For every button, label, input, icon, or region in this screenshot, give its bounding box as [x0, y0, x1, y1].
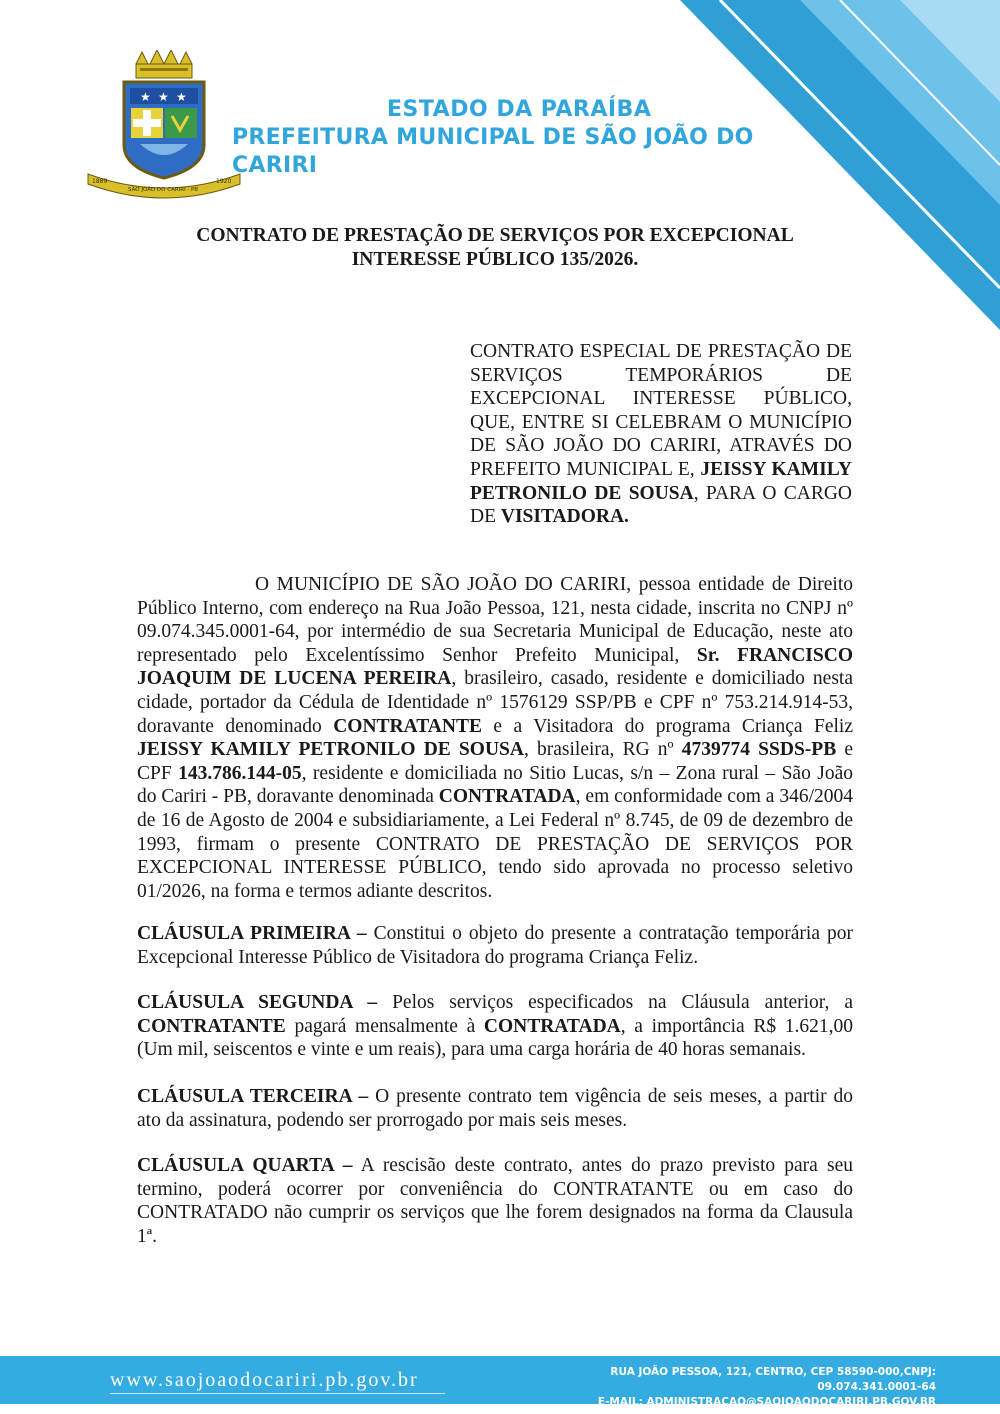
- shield-icon: [124, 82, 204, 178]
- footer-website-link[interactable]: www.saojoaodocariri.pb.gov.br: [110, 1369, 419, 1391]
- contractor-cpf: 143.786.144-05: [178, 762, 302, 784]
- summary-text-2: , PARA O CARGO DE: [470, 482, 852, 528]
- clause-heading: CLÁUSULA TERCEIRA –: [137, 1086, 369, 1107]
- letterhead-state: ESTADO DA PARAÍBA: [387, 97, 652, 122]
- footer-bar: [0, 1356, 1000, 1408]
- svg-text:★: ★: [140, 90, 151, 104]
- svg-text:1920: 1920: [216, 178, 232, 185]
- contract-summary: [470, 340, 852, 529]
- footer-address-line: RUA JOÃO PESSOA, 121, CENTRO, CEP 58590-000,CNPJ: 09.074.341.0001-64: [610, 1366, 936, 1393]
- svg-text:1889: 1889: [92, 178, 108, 185]
- summary-contractor-name: JEISSY KAMILY PETRONILO DE SOUSA: [470, 458, 853, 504]
- contractor-rg: 4739774 SSDS-PB: [681, 739, 837, 761]
- svg-text:★: ★: [176, 90, 187, 104]
- clause-heading: CLÁUSULA SEGUNDA –: [137, 992, 378, 1013]
- municipal-crest-icon: [84, 50, 244, 200]
- footer-divider: [110, 1393, 445, 1394]
- contract-title-line1: CONTRATO DE PRESTAÇÃO DE SERVIÇOS POR EXCEPCIONAL: [196, 225, 794, 246]
- clause-fourth: CLÁUSULA QUARTA – A rescisão deste contrato, antes do prazo previsto para seu termino, poderá ocorrer por conveniência do CONTRATANTE ou em caso do CONTRATADO não cumprir os serviços que lhe forem designados na forma da Clausula 1ª.: [137, 1155, 853, 1247]
- summary-role: VISITADORA.: [500, 506, 629, 528]
- crown-icon: [136, 50, 192, 78]
- clause-first: CLÁUSULA PRIMEIRA – Constitui o objeto do presente a contratação temporária por Excepcional Interesse Público de Visitadora do programa Criança Feliz.: [137, 923, 853, 968]
- footer-address: [506, 1365, 936, 1410]
- footer-email-line: E-MAIL: ADMINISTRACAO@SAOJOAODOCARIRI.PB.GOV.BR: [597, 1396, 936, 1408]
- clause-heading: CLÁUSULA PRIMEIRA –: [137, 923, 367, 944]
- clause-heading: CLÁUSULA QUARTA –: [137, 1155, 353, 1176]
- clause-third: CLÁUSULA TERCEIRA – O presente contrato tem vigência de seis meses, a partir do ato da assinatura, podendo ser prorrogado por mais seis meses.: [137, 1086, 854, 1131]
- svg-text:SÃO JOÃO DO CARIRI · PB: SÃO JOÃO DO CARIRI · PB: [128, 187, 199, 193]
- summary-text: CONTRATO ESPECIAL DE PRESTAÇÃO DE SERVIÇOS TEMPORÁRIOS DE EXCEPCIONAL INTERESSE PÚBLICO, QUE, ENTRE SI CELEBRAM O MUNICÍPIO DE SÃO JOÃO DO CARIRI, ATRAVÉS DO PREFEITO MUNICIPAL E,: [470, 341, 852, 480]
- clause-second: CLÁUSULA SEGUNDA – Pelos serviços especificados na Cláusula anterior, a CONTRATANTE pagará mensalmente à CONTRATADA, a importância R$ 1.621,00 (Um mil, seiscentos e vinte e um reais), para uma carga horária de 40 horas semanais.: [137, 992, 853, 1061]
- svg-text:★: ★: [158, 90, 169, 104]
- contract-title: [137, 224, 853, 272]
- letterhead-city: PREFEITURA MUNICIPAL DE SÃO JOÃO DO CARIRI: [232, 125, 754, 178]
- intro-paragraph: O MUNICÍPIO DE SÃO JOÃO DO CARIRI, pessoa entidade de Direito Público Interno, com endereço na Rua João Pessoa, 121, nesta cidade, inscrita no CNPJ nº 09.074.345.0001-64, por intermédio de sua Secretaria Municipal de Educação, neste ato representado pelo Excelentíssimo Senhor Prefeito Municipal, Sr. FRANCISCO JOAQUIM DE LUCENA PEREIRA, brasileiro, casado, residente e domiciliado nesta cidade, portador da Cédula de Identidade nº 1576129 SSP/PB e CPF nº 753.214.914-53, doravante denominado CONTRATANTE e a Visitadora do programa Criança Feliz JEISSY KAMILY PETRONILO DE SOUSA, brasileira, RG nº 4739774 SSDS-PB e CPF 143.786.144-05, residente e domiciliada no Sitio Lucas, s/n – Zona rural – São João do Cariri - PB, doravante denominada CONTRATADA, em conformidade com a 346/2004 de 16 de Agosto de 2004 e subsidiariamente, a Lei Federal nº 8.745, de 09 de dezembro de 1993, firmam o presente CONTRATO DE PRESTAÇÃO DE SERVIÇOS POR EXCEPCIONAL INTERESSE PÚBLICO, tendo sido aprovada no processo seletivo 01/2026, na forma e termos adiante descritos.: [137, 574, 854, 902]
- contract-title-line2: INTERESSE PÚBLICO 135/2026.: [351, 249, 639, 270]
- contractor-name: JEISSY KAMILY PETRONILO DE SOUSA: [137, 739, 524, 761]
- letterhead: [232, 96, 792, 180]
- mayor-name: Sr. FRANCISCO JOAQUIM DE LUCENA PEREIRA: [137, 644, 853, 690]
